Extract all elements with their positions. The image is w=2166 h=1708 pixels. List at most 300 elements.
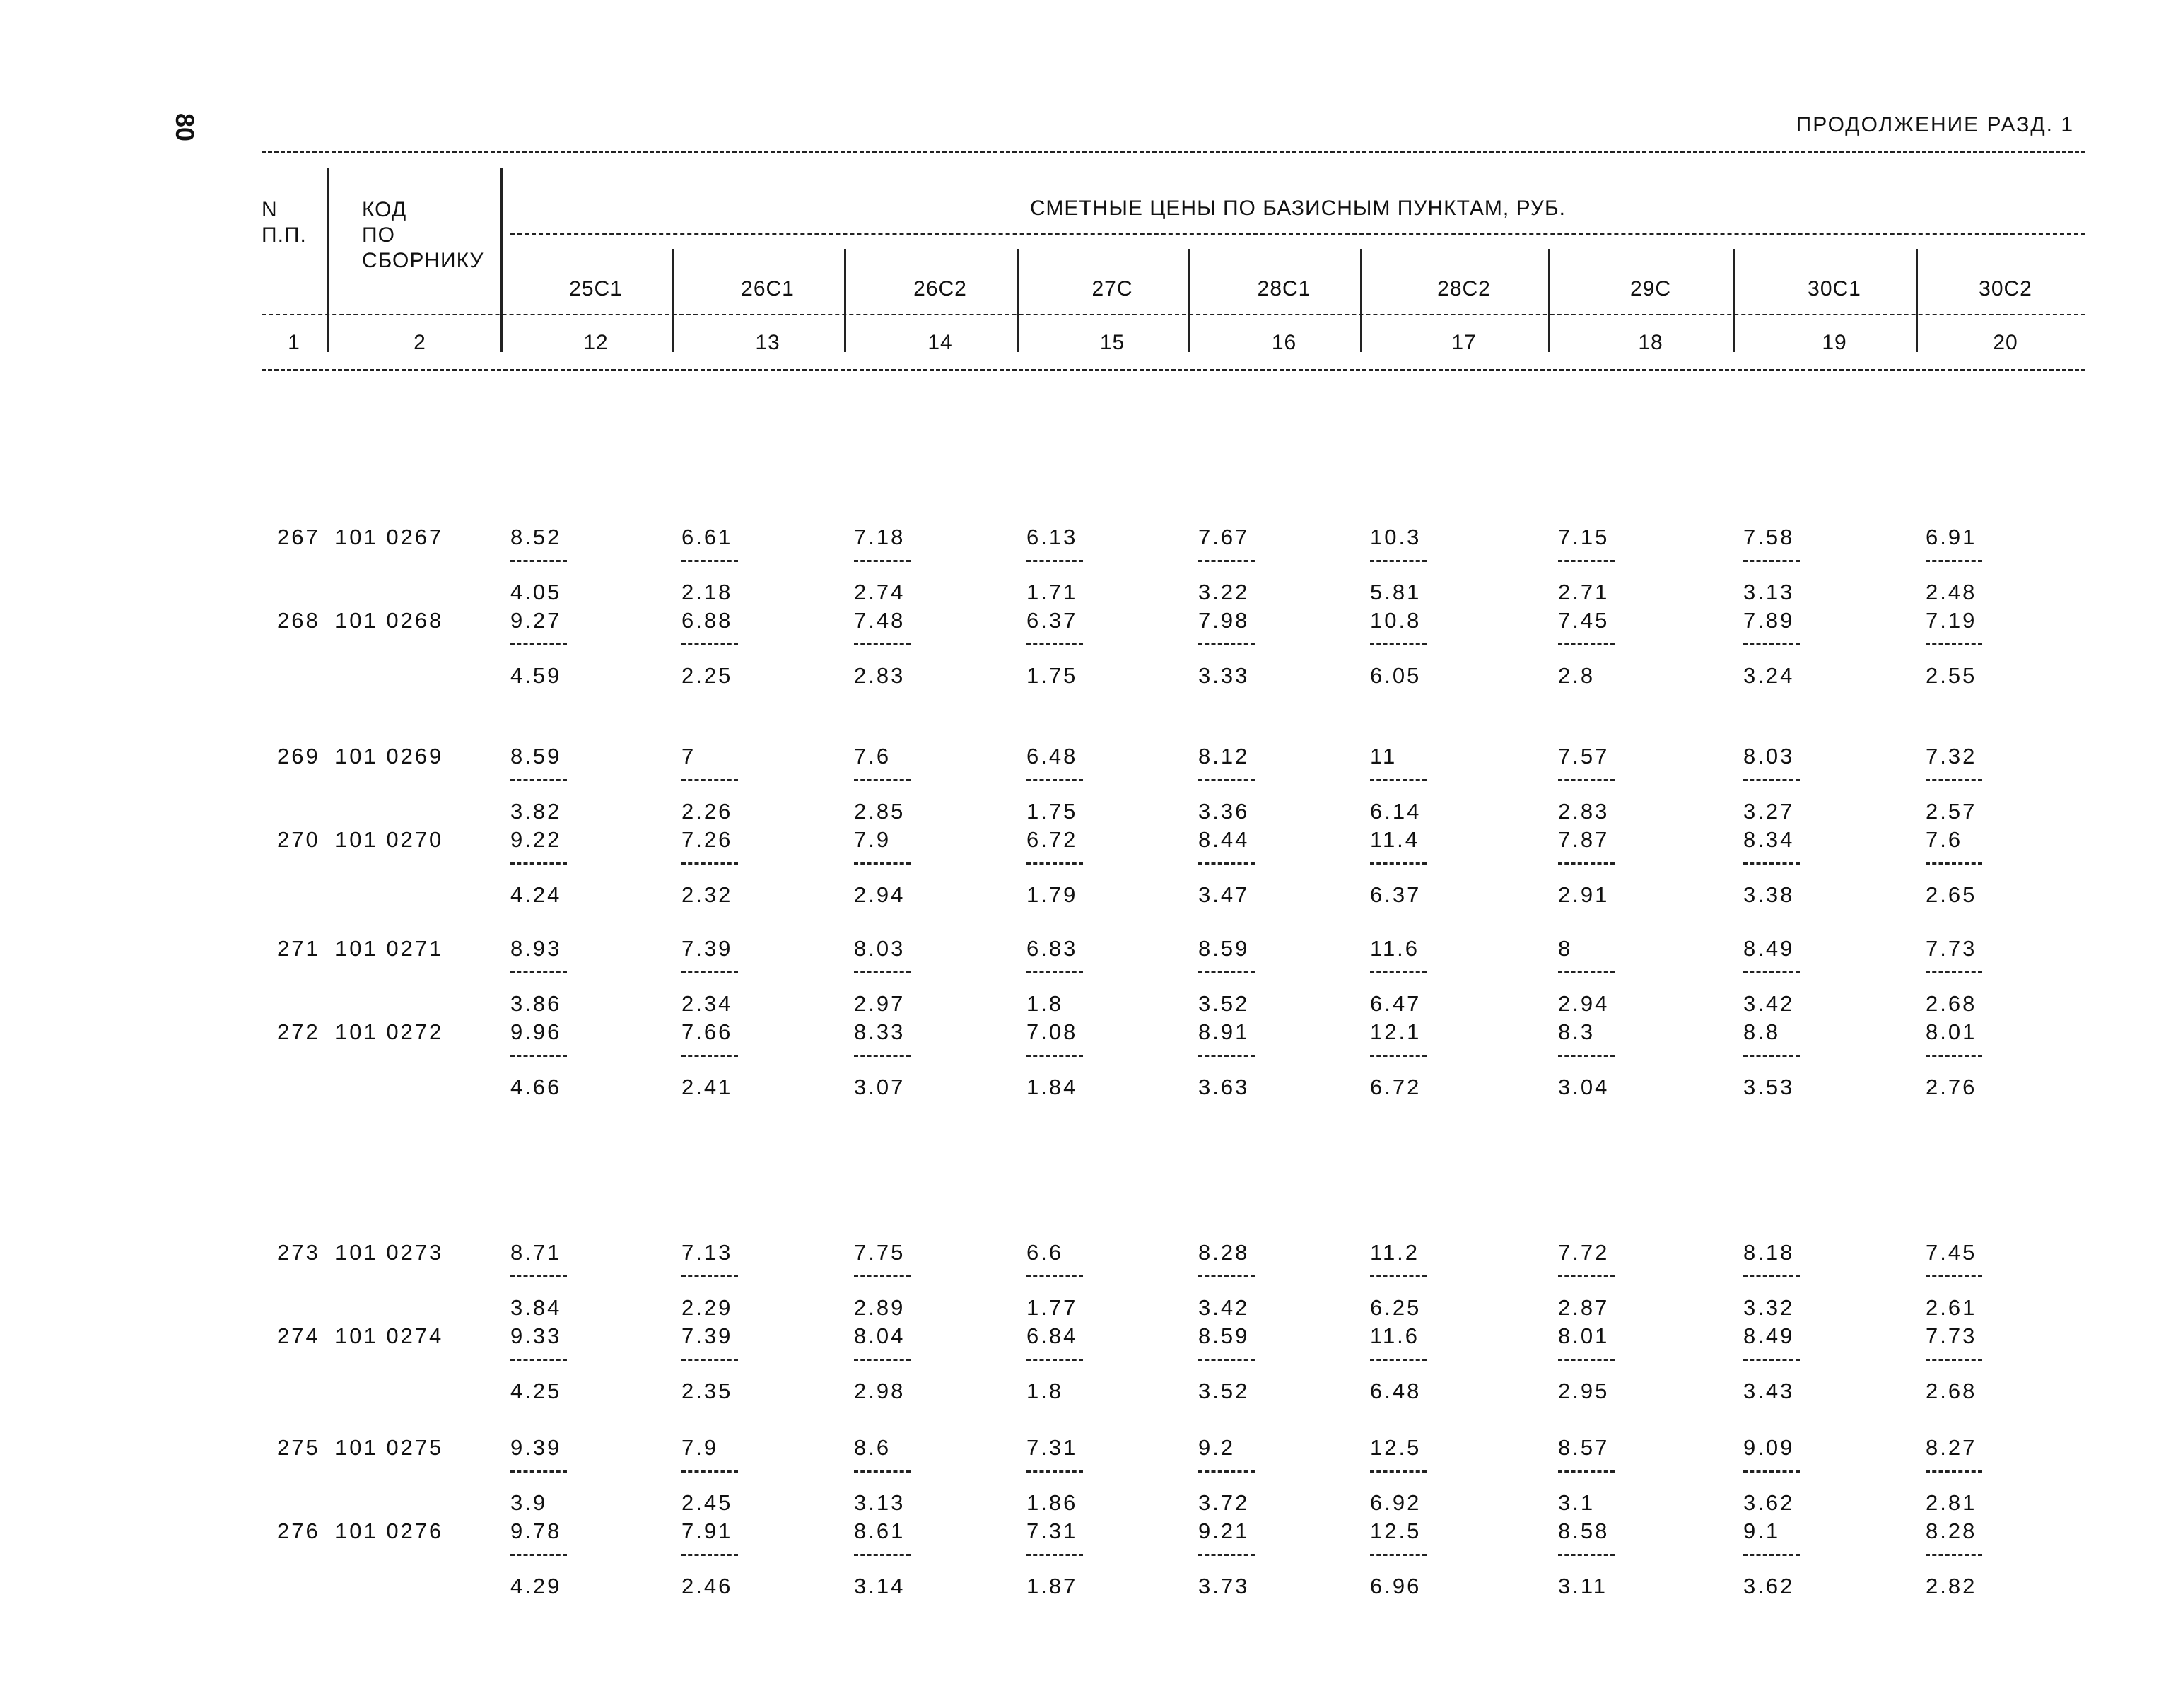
price-top: 8.03 <box>1743 744 1795 768</box>
price-top: 8.28 <box>1198 1240 1250 1265</box>
base-point-8: 30С1 <box>1808 277 1861 300</box>
fraction-rule <box>1558 1470 1615 1473</box>
price-bottom: 1.87 <box>1026 1574 1078 1598</box>
base-point-4: 27С <box>1091 277 1133 300</box>
fraction-rule <box>1198 1055 1255 1057</box>
price-bottom: 2.83 <box>854 663 906 688</box>
price-top: 7.08 <box>1026 1019 1078 1044</box>
fraction-rule <box>1198 779 1255 781</box>
price-bottom: 3.62 <box>1743 1574 1795 1598</box>
price-top: 8.52 <box>510 525 562 549</box>
fraction-rule <box>510 1470 567 1473</box>
fraction-rule <box>681 1470 738 1473</box>
price-top: 11.6 <box>1370 936 1420 961</box>
fraction-rule <box>1026 1359 1083 1361</box>
price-top: 11 <box>1370 744 1398 768</box>
price-top: 7.98 <box>1198 608 1250 633</box>
fraction-rule <box>510 1275 567 1277</box>
fraction-rule <box>1743 560 1800 562</box>
price-top: 8.28 <box>1926 1519 1977 1543</box>
price-bottom: 3.36 <box>1198 799 1250 824</box>
price-bottom: 3.38 <box>1743 882 1795 907</box>
fraction-rule <box>1198 1359 1255 1361</box>
price-bottom: 3.13 <box>1743 580 1795 604</box>
fraction-rule <box>1926 971 1982 973</box>
price-bottom: 2.29 <box>681 1295 733 1320</box>
price-bottom: 6.47 <box>1370 991 1422 1016</box>
fraction-rule <box>681 862 738 865</box>
fraction-rule <box>1743 1275 1800 1277</box>
fraction-rule <box>510 1554 567 1556</box>
price-bottom: 3.22 <box>1198 580 1250 604</box>
fraction-rule <box>681 1275 738 1277</box>
row-code: 101 0272 <box>335 1019 444 1044</box>
fraction-rule <box>1558 1275 1615 1277</box>
fraction-rule <box>854 1359 911 1361</box>
header-top-rule <box>262 151 2085 153</box>
price-bottom: 2.48 <box>1926 580 1977 604</box>
fraction-rule <box>854 1055 911 1057</box>
price-bottom: 3.24 <box>1743 663 1795 688</box>
row-number: 271 <box>277 936 320 961</box>
price-top: 8.93 <box>510 936 562 961</box>
price-top: 9.78 <box>510 1519 562 1543</box>
column-number-13: 13 <box>755 331 780 354</box>
price-top: 7.87 <box>1558 827 1610 852</box>
row-number: 276 <box>277 1519 320 1543</box>
price-top: 8.8 <box>1743 1019 1781 1044</box>
price-bottom: 3.82 <box>510 799 562 824</box>
price-top: 10.8 <box>1370 608 1422 633</box>
fraction-rule <box>1370 862 1427 865</box>
fraction-rule <box>1370 1275 1427 1277</box>
fraction-rule <box>1743 1359 1800 1361</box>
price-bottom: 2.34 <box>681 991 733 1016</box>
fraction-rule <box>1926 1359 1982 1361</box>
fraction-rule <box>1558 1359 1615 1361</box>
price-bottom: 2.46 <box>681 1574 733 1598</box>
row-number: 273 <box>277 1240 320 1265</box>
price-bottom: 2.45 <box>681 1490 733 1515</box>
fraction-rule <box>510 971 567 973</box>
price-top: 7.66 <box>681 1019 733 1044</box>
price-top: 9.96 <box>510 1019 562 1044</box>
price-top: 7.58 <box>1743 525 1795 549</box>
row-code: 101 0275 <box>335 1435 444 1460</box>
price-top: 8.57 <box>1558 1435 1610 1460</box>
price-bottom: 2.68 <box>1926 1379 1977 1403</box>
price-top: 8.3 <box>1558 1019 1596 1044</box>
section-heading: ПРОДОЛЖЕНИЕ РАЗД. 1 <box>1796 113 2074 136</box>
fraction-rule <box>1198 971 1255 973</box>
price-bottom: 3.11 <box>1558 1574 1608 1598</box>
price-bottom: 6.37 <box>1370 882 1422 907</box>
price-top: 8.33 <box>854 1019 906 1044</box>
fraction-rule <box>1926 1275 1982 1277</box>
fraction-rule <box>1926 1554 1982 1556</box>
price-bottom: 6.72 <box>1370 1075 1422 1099</box>
row-code: 101 0269 <box>335 744 444 768</box>
price-top: 8.91 <box>1198 1019 1250 1044</box>
price-top: 6.83 <box>1026 936 1078 961</box>
column-number-14: 14 <box>927 331 953 354</box>
fraction-rule <box>854 1554 911 1556</box>
fraction-rule <box>681 1055 738 1057</box>
price-bottom: 3.47 <box>1198 882 1250 907</box>
price-bottom: 2.81 <box>1926 1490 1977 1515</box>
fraction-rule <box>1026 560 1083 562</box>
price-top: 6.84 <box>1026 1323 1078 1348</box>
fraction-rule <box>1743 643 1800 645</box>
price-top: 6.91 <box>1926 525 1977 549</box>
price-bottom: 2.89 <box>854 1295 906 1320</box>
fraction-rule <box>681 643 738 645</box>
price-bottom: 2.95 <box>1558 1379 1610 1403</box>
price-bottom: 3.33 <box>1198 663 1250 688</box>
price-top: 12.5 <box>1370 1519 1422 1543</box>
price-top: 8.18 <box>1743 1240 1795 1265</box>
price-bottom: 6.96 <box>1370 1574 1422 1598</box>
price-top: 7.45 <box>1558 608 1610 633</box>
price-top: 7.57 <box>1558 744 1610 768</box>
fraction-rule <box>1198 1470 1255 1473</box>
price-top: 6.88 <box>681 608 733 633</box>
fraction-rule <box>1558 779 1615 781</box>
price-top: 7.13 <box>681 1240 733 1265</box>
col-code-label-3: СБОРНИКУ <box>362 249 484 272</box>
price-bottom: 2.87 <box>1558 1295 1610 1320</box>
header-mid-rule <box>262 314 2085 315</box>
column-number-17: 17 <box>1451 331 1477 354</box>
fraction-rule <box>1926 862 1982 865</box>
price-top: 8.44 <box>1198 827 1250 852</box>
price-top: 9.09 <box>1743 1435 1795 1460</box>
price-bottom: 3.72 <box>1198 1490 1250 1515</box>
fraction-rule <box>510 643 567 645</box>
price-bottom: 1.8 <box>1026 1379 1064 1403</box>
price-bottom: 3.42 <box>1198 1295 1250 1320</box>
price-bottom: 2.8 <box>1558 663 1596 688</box>
fraction-rule <box>1370 1470 1427 1473</box>
price-bottom: 2.68 <box>1926 991 1977 1016</box>
price-top: 6.13 <box>1026 525 1078 549</box>
price-bottom: 2.35 <box>681 1379 733 1403</box>
fraction-rule <box>510 862 567 865</box>
price-bottom: 3.52 <box>1198 991 1250 1016</box>
price-bottom: 4.24 <box>510 882 562 907</box>
fraction-rule <box>1558 971 1615 973</box>
price-top: 9.21 <box>1198 1519 1250 1543</box>
page-number: 80 <box>170 113 199 142</box>
price-bottom: 1.84 <box>1026 1075 1078 1099</box>
price-bottom: 4.29 <box>510 1574 562 1598</box>
price-top: 11.2 <box>1370 1240 1420 1265</box>
row-number: 272 <box>277 1019 320 1044</box>
price-top: 12.5 <box>1370 1435 1422 1460</box>
price-bottom: 3.13 <box>854 1490 906 1515</box>
row-number: 268 <box>277 608 320 633</box>
price-top: 7.73 <box>1926 936 1977 961</box>
row-code: 101 0273 <box>335 1240 444 1265</box>
price-top: 7.91 <box>681 1519 733 1543</box>
price-bottom: 2.32 <box>681 882 733 907</box>
row-code: 101 0274 <box>335 1323 444 1348</box>
price-bottom: 3.43 <box>1743 1379 1795 1403</box>
fraction-rule <box>854 1275 911 1277</box>
fraction-rule <box>1743 1055 1800 1057</box>
price-top: 9.22 <box>510 827 562 852</box>
fraction-rule <box>1026 779 1083 781</box>
vbar-num <box>327 168 329 352</box>
fraction-rule <box>854 1470 911 1473</box>
fraction-rule <box>1026 1055 1083 1057</box>
fraction-rule <box>1558 862 1615 865</box>
fraction-rule <box>1026 971 1083 973</box>
fraction-rule <box>1370 971 1427 973</box>
price-top: 9.33 <box>510 1323 562 1348</box>
price-bottom: 2.65 <box>1926 882 1977 907</box>
price-bottom: 2.82 <box>1926 1574 1977 1598</box>
price-top: 8.34 <box>1743 827 1795 852</box>
price-bottom: 2.57 <box>1926 799 1977 824</box>
fraction-rule <box>1026 643 1083 645</box>
header-bottom-rule <box>262 369 2085 371</box>
price-bottom: 2.41 <box>681 1075 733 1099</box>
price-top: 9.1 <box>1743 1519 1781 1543</box>
price-top: 8.01 <box>1926 1019 1977 1044</box>
price-bottom: 1.71 <box>1026 580 1078 604</box>
fraction-rule <box>1370 1554 1427 1556</box>
price-bottom: 2.91 <box>1558 882 1610 907</box>
price-top: 7.9 <box>681 1435 719 1460</box>
price-bottom: 3.52 <box>1198 1379 1250 1403</box>
price-top: 9.2 <box>1198 1435 1236 1460</box>
fraction-rule <box>510 1359 567 1361</box>
price-top: 7.31 <box>1026 1519 1078 1543</box>
price-bottom: 6.92 <box>1370 1490 1422 1515</box>
column-number-1: 1 <box>288 331 300 354</box>
price-top: 7.72 <box>1558 1240 1610 1265</box>
price-bottom: 3.42 <box>1743 991 1795 1016</box>
price-bottom: 1.75 <box>1026 799 1078 824</box>
price-bottom: 2.97 <box>854 991 906 1016</box>
fraction-rule <box>1558 1055 1615 1057</box>
price-top: 7.9 <box>854 827 891 852</box>
price-top: 8.49 <box>1743 1323 1795 1348</box>
column-number-20: 20 <box>1993 331 2018 354</box>
fraction-rule <box>1198 643 1255 645</box>
row-code: 101 0270 <box>335 827 444 852</box>
fraction-rule <box>1743 779 1800 781</box>
price-top: 8.71 <box>510 1240 562 1265</box>
price-bottom: 2.76 <box>1926 1075 1977 1099</box>
price-top: 11.4 <box>1370 827 1420 852</box>
price-bottom: 6.25 <box>1370 1295 1422 1320</box>
price-top: 9.27 <box>510 608 562 633</box>
price-bottom: 1.86 <box>1026 1490 1078 1515</box>
row-number: 267 <box>277 525 320 549</box>
fraction-rule <box>1558 643 1615 645</box>
price-bottom: 1.79 <box>1026 882 1078 907</box>
fraction-rule <box>1026 862 1083 865</box>
price-top: 11.6 <box>1370 1323 1420 1348</box>
price-bottom: 2.26 <box>681 799 733 824</box>
price-top: 7.15 <box>1558 525 1610 549</box>
price-bottom: 1.8 <box>1026 991 1064 1016</box>
fraction-rule <box>1926 779 1982 781</box>
row-number: 274 <box>277 1323 320 1348</box>
base-point-7: 29С <box>1629 277 1672 300</box>
price-bottom: 2.61 <box>1926 1295 1977 1320</box>
price-bottom: 3.14 <box>854 1574 906 1598</box>
price-top: 7 <box>681 744 696 768</box>
price-top: 7.31 <box>1026 1435 1078 1460</box>
fraction-rule <box>510 779 567 781</box>
fraction-rule <box>1926 1055 1982 1057</box>
price-top: 8.01 <box>1558 1323 1610 1348</box>
fraction-rule <box>1026 1470 1083 1473</box>
row-code: 101 0267 <box>335 525 444 549</box>
base-point-1: 25С1 <box>569 277 623 300</box>
fraction-rule <box>1198 1275 1255 1277</box>
row-number: 275 <box>277 1435 320 1460</box>
price-bottom: 2.74 <box>854 580 906 604</box>
column-number-18: 18 <box>1638 331 1663 354</box>
prices-title-rule <box>510 233 2085 235</box>
row-code: 101 0268 <box>335 608 444 633</box>
column-number-2: 2 <box>414 331 426 354</box>
price-top: 8.59 <box>1198 936 1250 961</box>
fraction-rule <box>1743 1554 1800 1556</box>
fraction-rule <box>681 560 738 562</box>
col-num-label-2: П.П. <box>262 223 307 247</box>
price-bottom: 3.62 <box>1743 1490 1795 1515</box>
price-bottom: 3.32 <box>1743 1295 1795 1320</box>
price-top: 8.27 <box>1926 1435 1977 1460</box>
price-bottom: 4.25 <box>510 1379 562 1403</box>
price-top: 6.48 <box>1026 744 1078 768</box>
price-top: 8.04 <box>854 1323 906 1348</box>
fraction-rule <box>681 1554 738 1556</box>
price-bottom: 3.27 <box>1743 799 1795 824</box>
price-top: 7.26 <box>681 827 733 852</box>
col-num-label-1: N <box>262 198 278 221</box>
price-bottom: 3.1 <box>1558 1490 1596 1515</box>
price-bottom: 2.98 <box>854 1379 906 1403</box>
price-top: 7.6 <box>1926 827 1963 852</box>
price-bottom: 3.73 <box>1198 1574 1250 1598</box>
fraction-rule <box>854 971 911 973</box>
fraction-rule <box>510 1055 567 1057</box>
price-top: 6.37 <box>1026 608 1078 633</box>
fraction-rule <box>854 862 911 865</box>
price-bottom: 2.83 <box>1558 799 1610 824</box>
column-number-12: 12 <box>583 331 609 354</box>
price-top: 12.1 <box>1370 1019 1422 1044</box>
column-number-16: 16 <box>1271 331 1297 354</box>
fraction-rule <box>681 1359 738 1361</box>
base-point-3: 26С2 <box>913 277 967 300</box>
fraction-rule <box>1198 1554 1255 1556</box>
column-number-19: 19 <box>1822 331 1847 354</box>
fraction-rule <box>1743 1470 1800 1473</box>
price-top: 8 <box>1558 936 1573 961</box>
price-top: 8.49 <box>1743 936 1795 961</box>
price-top: 7.39 <box>681 1323 733 1348</box>
fraction-rule <box>1026 1554 1083 1556</box>
price-top: 7.67 <box>1198 525 1250 549</box>
price-bottom: 3.9 <box>510 1490 548 1515</box>
fraction-rule <box>1926 643 1982 645</box>
prices-title: СМЕТНЫЕ ЦЕНЫ ПО БАЗИСНЫМ ПУНКТАМ, РУБ. <box>1030 197 1566 220</box>
price-bottom: 3.53 <box>1743 1075 1795 1099</box>
price-top: 10.3 <box>1370 525 1422 549</box>
price-bottom: 4.05 <box>510 580 562 604</box>
base-point-5: 28С1 <box>1257 277 1311 300</box>
price-bottom: 3.07 <box>854 1075 906 1099</box>
fraction-rule <box>1370 1359 1427 1361</box>
base-point-9: 30С2 <box>1979 277 2032 300</box>
price-bottom: 2.55 <box>1926 663 1977 688</box>
price-bottom: 2.25 <box>681 663 733 688</box>
row-code: 101 0276 <box>335 1519 444 1543</box>
price-bottom: 2.71 <box>1558 580 1610 604</box>
price-top: 8.58 <box>1558 1519 1610 1543</box>
price-top: 6.72 <box>1026 827 1078 852</box>
price-bottom: 6.48 <box>1370 1379 1422 1403</box>
fraction-rule <box>1370 779 1427 781</box>
price-bottom: 1.75 <box>1026 663 1078 688</box>
fraction-rule <box>1558 560 1615 562</box>
row-number: 269 <box>277 744 320 768</box>
fraction-rule <box>1743 971 1800 973</box>
fraction-rule <box>1370 1055 1427 1057</box>
fraction-rule <box>681 971 738 973</box>
price-bottom: 3.84 <box>510 1295 562 1320</box>
fraction-rule <box>854 560 911 562</box>
column-number-15: 15 <box>1099 331 1125 354</box>
fraction-rule <box>854 779 911 781</box>
price-top: 7.39 <box>681 936 733 961</box>
price-top: 7.73 <box>1926 1323 1977 1348</box>
price-top: 6.6 <box>1026 1240 1064 1265</box>
fraction-rule <box>1198 560 1255 562</box>
price-top: 7.48 <box>854 608 906 633</box>
fraction-rule <box>1198 862 1255 865</box>
price-bottom: 2.94 <box>854 882 906 907</box>
price-top: 6.61 <box>681 525 733 549</box>
fraction-rule <box>854 643 911 645</box>
price-top: 7.75 <box>854 1240 906 1265</box>
price-bottom: 3.63 <box>1198 1075 1250 1099</box>
fraction-rule <box>1926 560 1982 562</box>
price-bottom: 4.59 <box>510 663 562 688</box>
price-top: 7.19 <box>1926 608 1977 633</box>
price-bottom: 3.86 <box>510 991 562 1016</box>
row-code: 101 0271 <box>335 936 444 961</box>
price-top: 8.61 <box>854 1519 906 1543</box>
price-top: 8.12 <box>1198 744 1250 768</box>
price-bottom: 3.04 <box>1558 1075 1610 1099</box>
price-bottom: 1.77 <box>1026 1295 1078 1320</box>
price-bottom: 6.05 <box>1370 663 1422 688</box>
vbar-code <box>500 168 503 352</box>
col-code-label-1: КОД <box>362 198 407 221</box>
fraction-rule <box>681 779 738 781</box>
base-point-2: 26С1 <box>741 277 795 300</box>
fraction-rule <box>510 560 567 562</box>
fraction-rule <box>1743 862 1800 865</box>
